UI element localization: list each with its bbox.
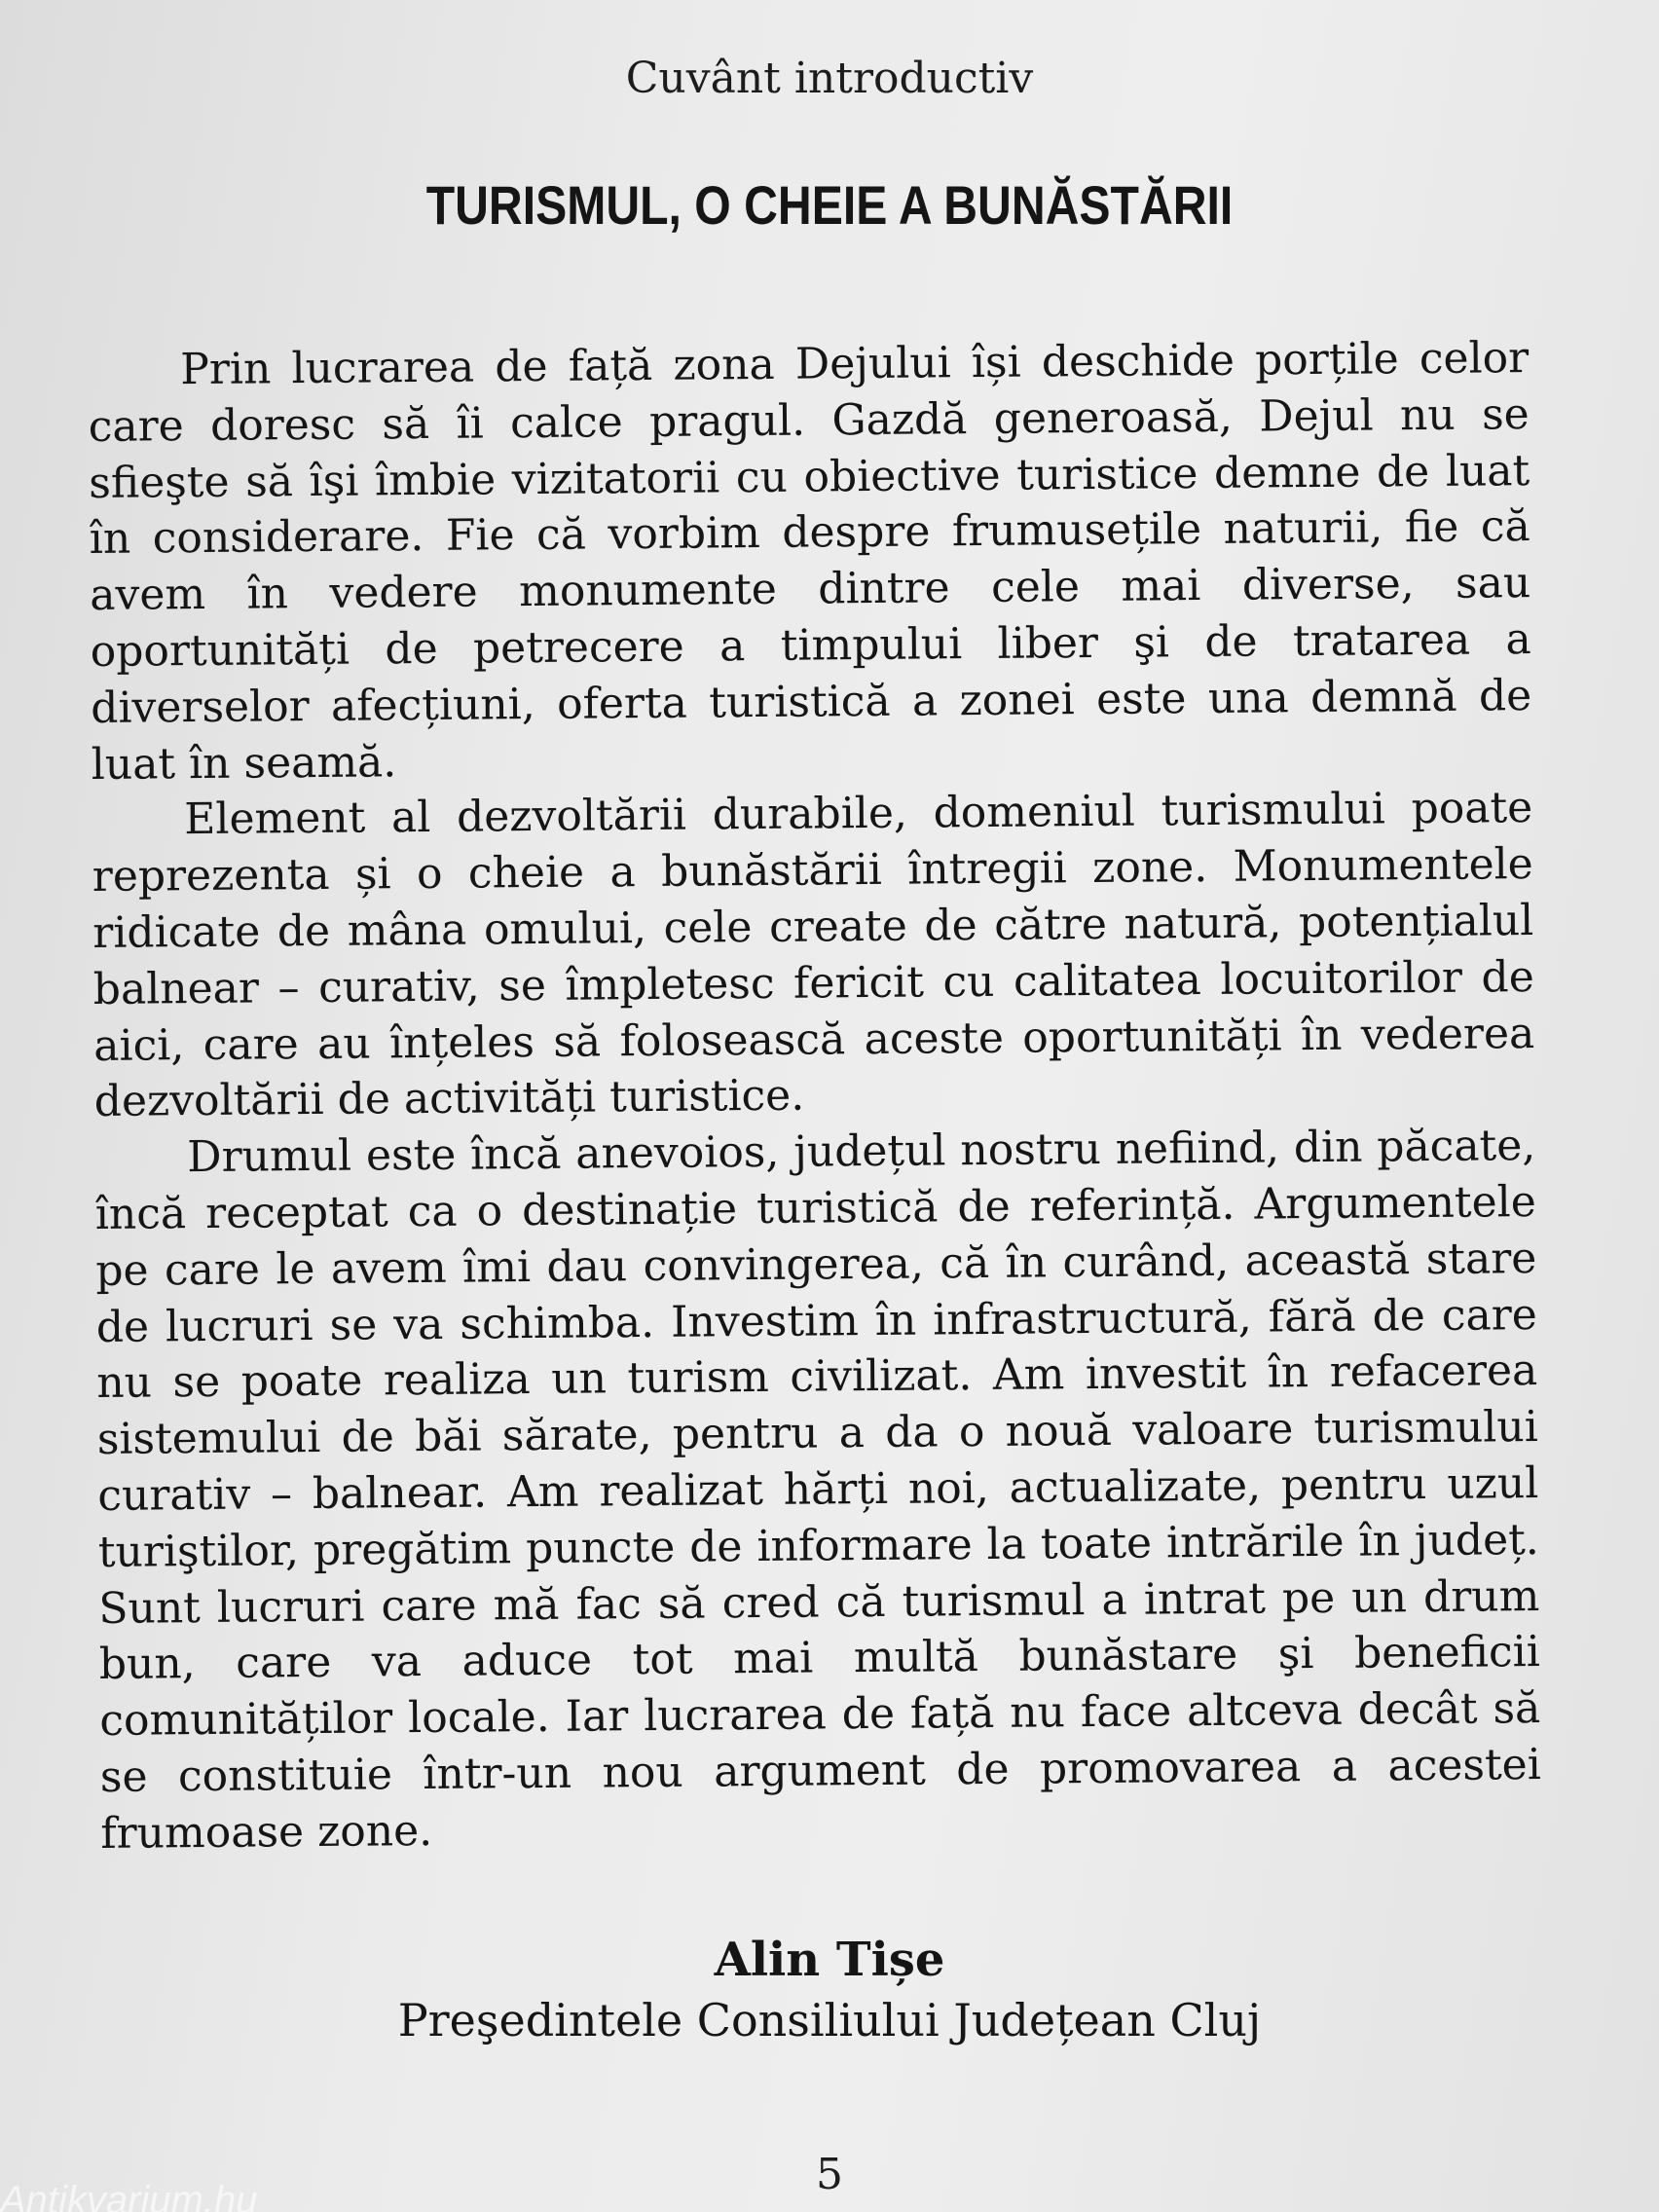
watermark: Antikvarium.hu: [0, 2179, 258, 2212]
paragraph: Prin lucrarea de față zona Dejului își deschide porțile celor care doresc să îi calce pragul. Gazdă generoasă, Dejul nu se sfieşte să îşi îmbie vizitatorii cu obiective turistice demne de luat în considerare. Fie că vorbim despre frumusețile naturii, fie că avem în vedere monumente dintre cele mai diverse, sau oportunități de petrecere a timpului liber şi de tratarea a diverselor afecțiuni, oferta turistică a zonei este una demnă de luat în seamă.: [88, 333, 1532, 790]
section-label: Cuvânt introductiv: [625, 54, 1034, 103]
paragraph: Element al dezvoltării durabile, domeniul turismului poate reprezenta și o cheie a bunăstării întregii zone. Monumentele ridicate de mâna omului, cele create de către natură, potențialul balnear – curativ, se împletesc fericit cu calitatea locuitorilor de aici, care au înțeles să folosească aceste oportunități în vederea dezvoltării de activități turistice.: [92, 783, 1535, 1127]
page-number: 5: [816, 2150, 843, 2199]
paragraph: Drumul este încă anevoios, județul nostru nefiind, din păcate, încă receptat ca o destinație turistică de referință. Argumentele pe care le avem îmi dau convingerea, că în curând, această stare de lucruri se va schimba. Investim în infrastructură, fără de care nu se poate realiza un turism civilizat. Am investit în refacerea sistemului de băi sărate, pentru a da o nouă valoare turismului curativ – balnear. Am realizat hărți noi, actualizate, pentru uzul turiştilor, pregătim puncte de informare la toate intrările în județ. Sunt lucruri care mă fac să cred că turismul a intrat pe un drum bun, care va aduce tot mai multă bunăstare şi beneficii comunităților locale. Iar lucrarea de față nu face altceva decât să se constituie într-un nou argument de promovarea a acestei frumoase zone.: [94, 1121, 1542, 1859]
body-text: [88, 330, 1542, 1862]
signature-role: Preşedintele Consiliului Județean Cluj: [397, 1994, 1262, 2046]
signature-name: Alin Tișe: [714, 1933, 945, 1987]
page-title: TURISMUL, O CHEIE A BUNĂSTĂRII: [425, 174, 1234, 236]
